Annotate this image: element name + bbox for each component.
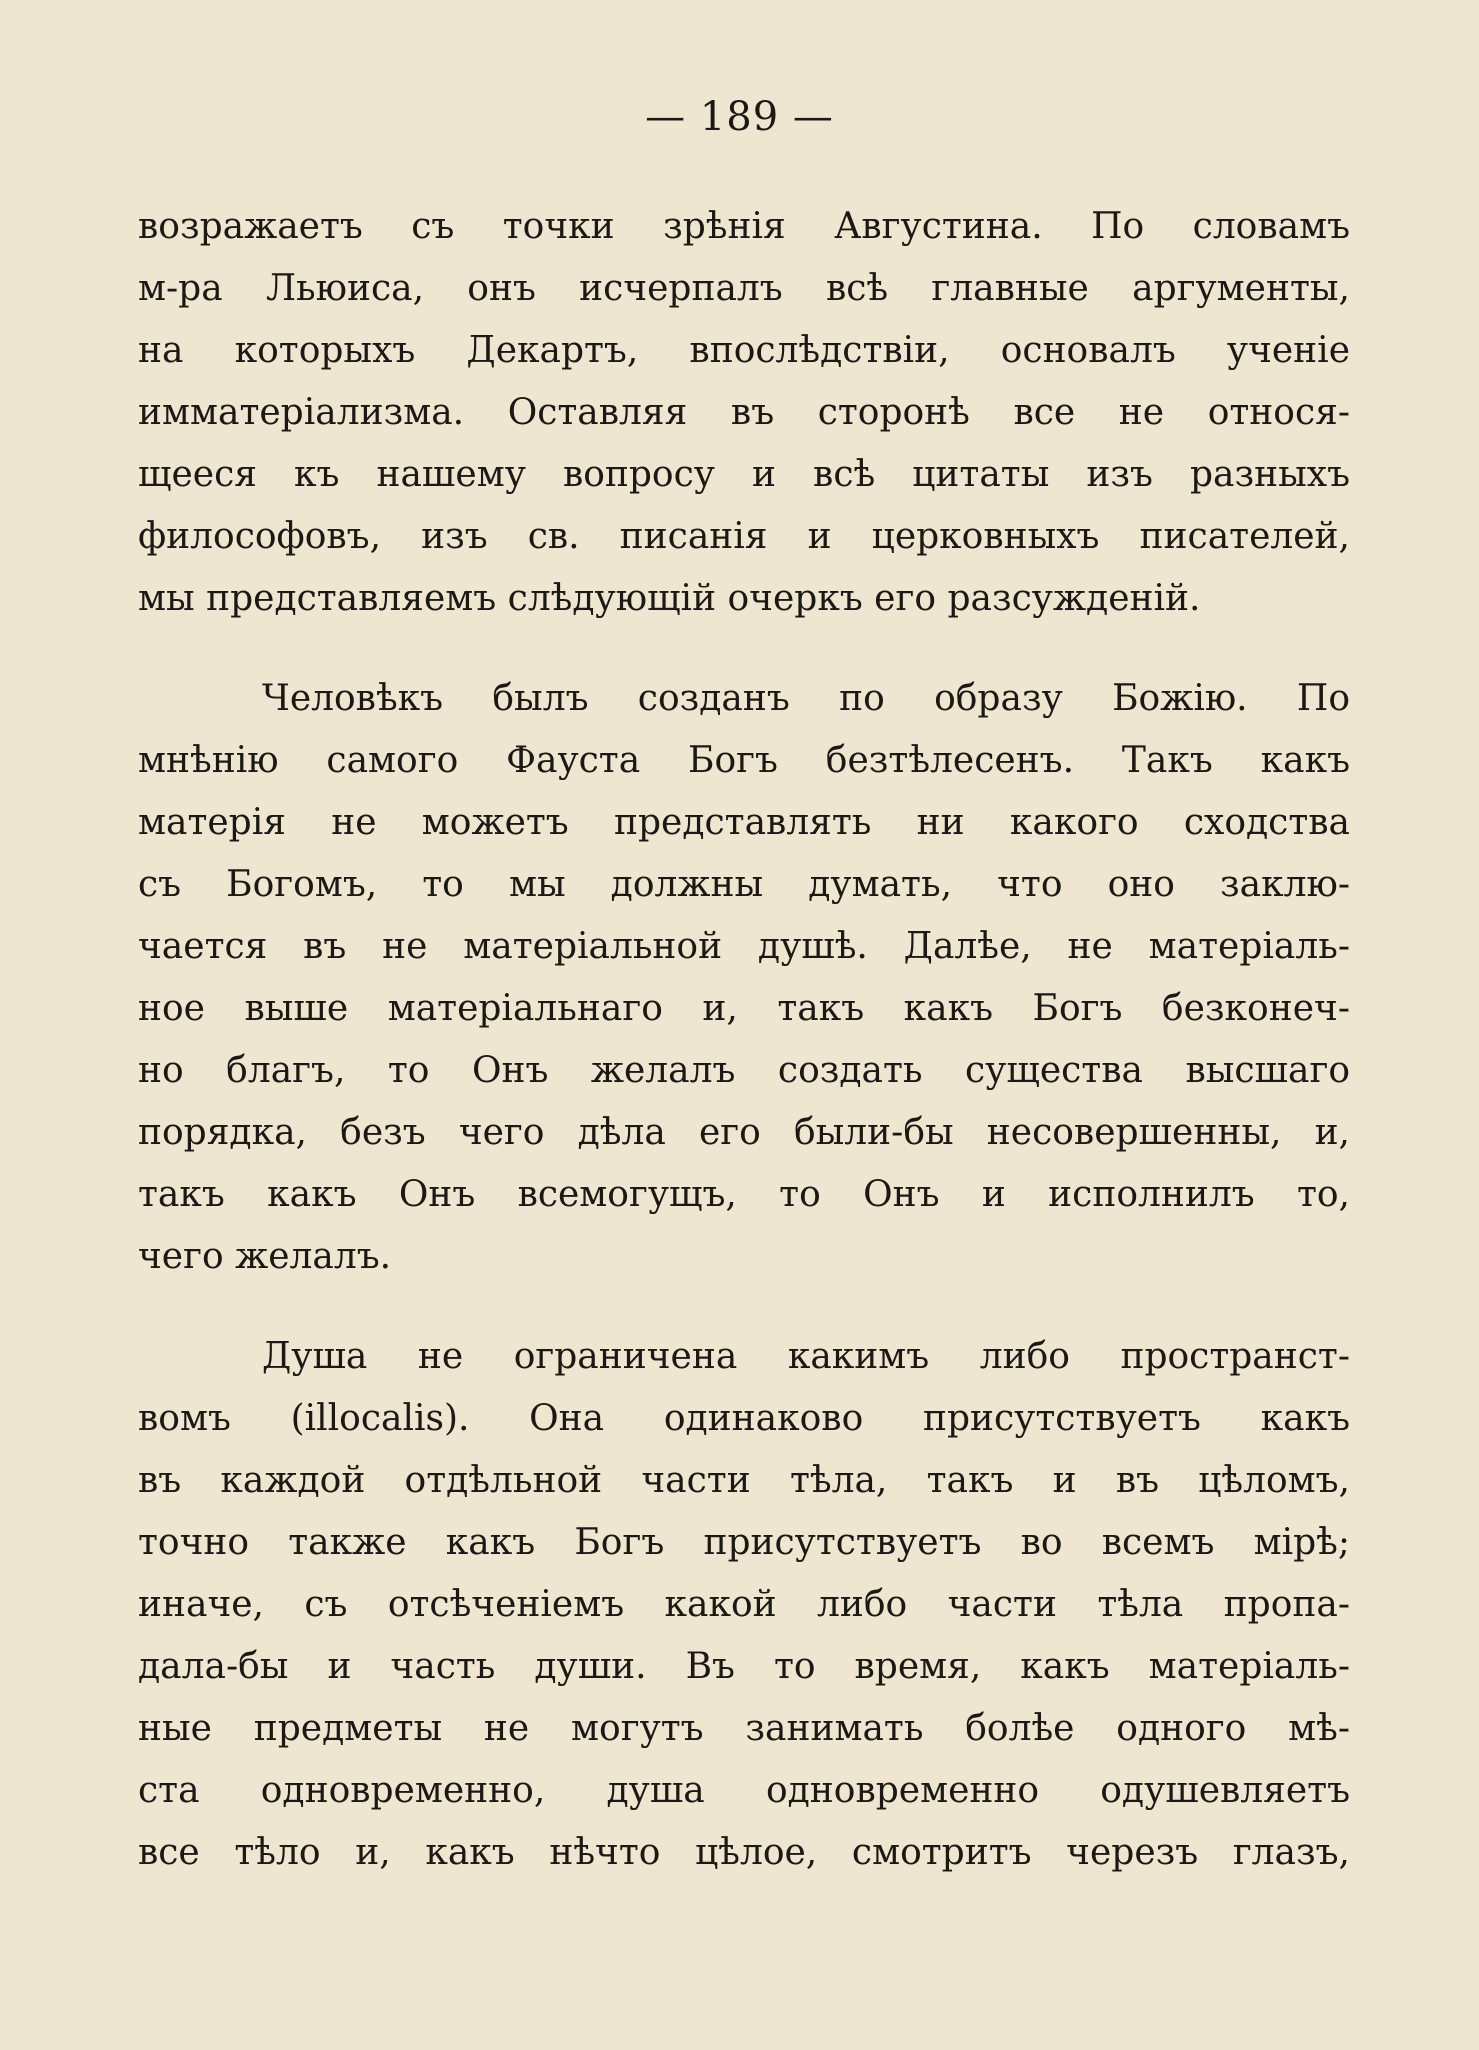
text-line: чего желалъ.	[138, 1236, 392, 1277]
text-line: мы представляемъ слѣдующій очеркъ его разсужденій.	[138, 578, 1201, 619]
body-text	[138, 196, 1350, 1884]
paragraph-1	[138, 196, 1350, 630]
text-line: Человѣкъ былъ созданъ по образу Божію. По	[262, 678, 1350, 719]
text-line: возражаетъ съ точки зрѣнія Августина. По словамъ	[138, 206, 1350, 247]
text-line: щееся къ нашему вопросу и всѣ цитаты изъ разныхъ	[138, 454, 1350, 495]
text-line: матерія не можетъ представлять ни какого сходства	[138, 802, 1350, 843]
text-line: ста одновременно, душа одновременно одушевляетъ	[138, 1770, 1350, 1811]
paragraph-gap	[138, 630, 1350, 668]
text-line: порядка, безъ чего дѣла его были-бы несовершенны, и,	[138, 1112, 1350, 1153]
text-line: такъ какъ Онъ всемогущъ, то Онъ и исполнилъ то,	[138, 1174, 1350, 1215]
text-line: все тѣло и, какъ нѣчто цѣлое, смотритъ черезъ глазъ,	[138, 1832, 1350, 1873]
text-line: дала-бы и часть души. Въ то время, какъ матеріаль-	[138, 1646, 1350, 1687]
text-line: философовъ, изъ св. писанія и церковныхъ писателей,	[138, 516, 1350, 557]
text-line: ное выше матеріальнаго и, такъ какъ Богъ безконеч-	[138, 988, 1350, 1029]
text-line: съ Богомъ, то мы должны думать, что оно заклю-	[138, 864, 1350, 905]
paragraph-gap	[138, 1288, 1350, 1326]
paragraph-3	[138, 1326, 1350, 1884]
paragraph-2	[138, 668, 1350, 1288]
text-line: Душа не ограничена какимъ либо пространст-	[262, 1336, 1350, 1377]
page-number: — 189 —	[645, 94, 834, 140]
text-line: чается въ не матеріальной душѣ. Далѣе, не матеріаль-	[138, 926, 1350, 967]
text-line: м-ра Льюиса, онъ исчерпалъ всѣ главные аргументы,	[138, 268, 1350, 309]
text-line: мнѣнію самого Фауста Богъ безтѣлесенъ. Такъ какъ	[138, 740, 1350, 781]
text-line: вомъ (illocalis). Она одинаково присутствуетъ какъ	[138, 1398, 1350, 1439]
text-line: имматеріализма. Оставляя въ сторонѣ все не относя-	[138, 392, 1350, 433]
text-line: но благъ, то Онъ желалъ создать существа высшаго	[138, 1050, 1350, 1091]
text-line: ные предметы не могутъ занимать болѣе одного мѣ-	[138, 1708, 1350, 1749]
text-line: точно также какъ Богъ присутствуетъ во всемъ мірѣ;	[138, 1522, 1350, 1563]
text-line: на которыхъ Декартъ, впослѣдствіи, основалъ ученіе	[138, 330, 1350, 371]
text-line: въ каждой отдѣльной части тѣла, такъ и въ цѣломъ,	[138, 1460, 1350, 1501]
text-line: иначе, съ отсѣченіемъ какой либо части тѣла пропа-	[138, 1584, 1350, 1625]
